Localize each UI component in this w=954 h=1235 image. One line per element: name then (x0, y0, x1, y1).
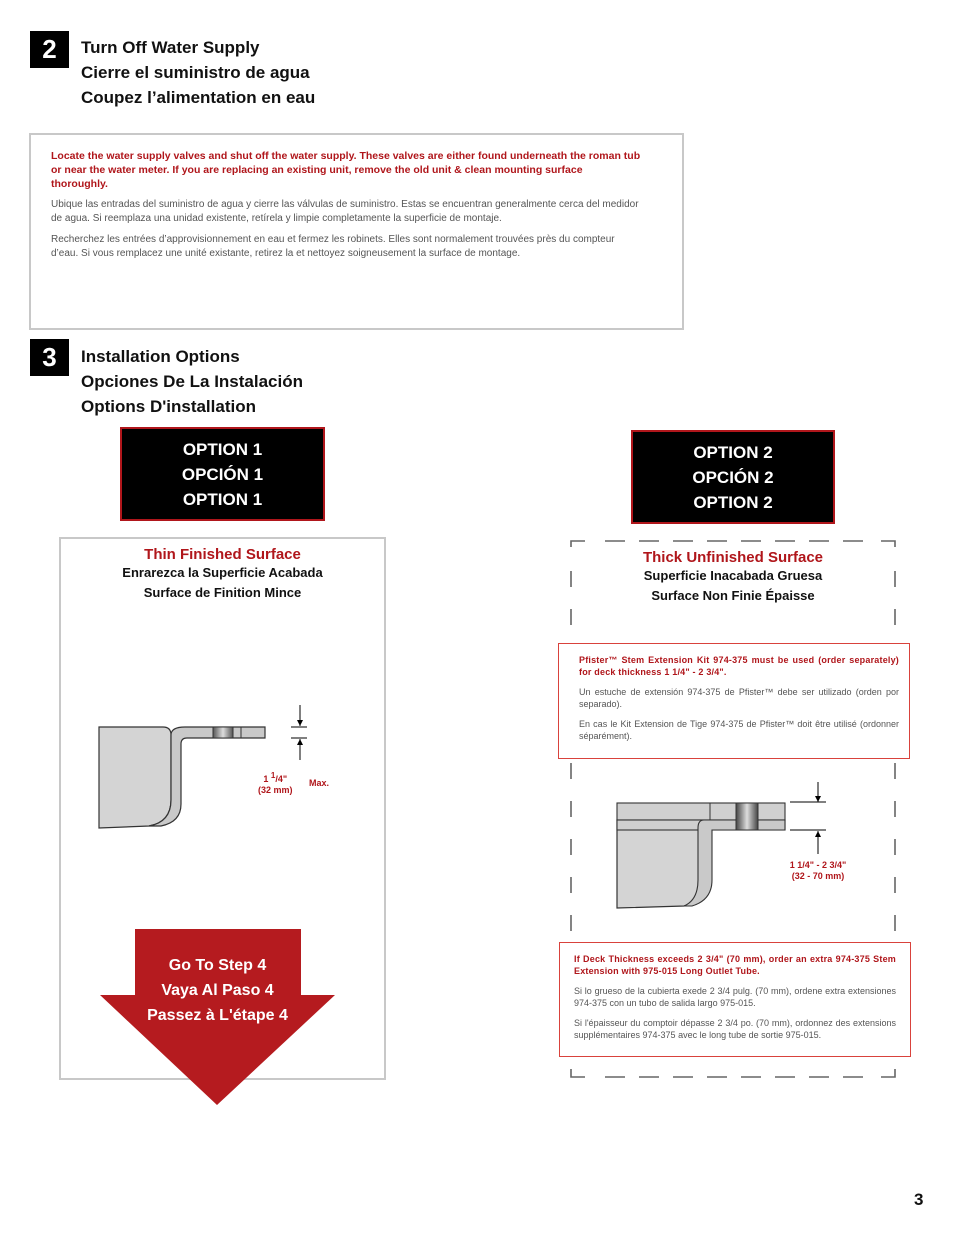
option-1-dimension-max: Max. (309, 778, 330, 788)
stem-extension-note-es: Un estuche de extensión 974-375 de Pfister™ debe ser utilizado (orden por separado). (579, 687, 899, 709)
option-2-dimension-mm: (32 - 70 mm) (791, 871, 845, 881)
option-1-surface-heading (59, 546, 386, 603)
step-3-title-es: Opciones De La Instalación (81, 372, 304, 391)
step-2-number: 2 (30, 31, 69, 68)
option-2-surface-fr: Surface Non Finie Épaisse (651, 588, 815, 603)
deck-thickness-note (559, 942, 911, 1057)
option-2-label-fr: OPTION 2 (693, 492, 773, 512)
dim-frac: 1 (270, 771, 276, 780)
option-2-label-en: OPTION 2 (693, 442, 773, 462)
option-2-surface-es: Superficie Inacabada Gruesa (643, 568, 823, 583)
step-3-heading (81, 344, 303, 419)
step-2-title-es: Cierre el suministro de agua (81, 63, 310, 82)
deck-thickness-note-fr: Si l'épaisseur du comptoir dépasse 2 3/4 po. (70 mm), ordonnez des extensions supplémentaires 974-375 avec le long tube de sortie 975-015. (574, 1018, 896, 1040)
step-3-number: 3 (30, 339, 69, 376)
step-2-text-en: Locate the water supply valves and shut off the water supply. These valves are either found underneath the roman tub or near the water meter. If you are replacing an existing unit, remove the old unit & clean mounting surface thoroughly. (51, 150, 641, 190)
option-1-surface-es: Enrarezca la Superficie Acabada (122, 565, 323, 580)
step-2-heading (81, 35, 315, 110)
deck-thickness-note-es: Si lo grueso de la cubierta exede 2 3/4 pulg. (70 mm), ordene extra extensiones 974-375 con un tubo de salida largo 975-015. (574, 986, 896, 1008)
stem-extension-note-en: Pfister™ Stem Extension Kit 974-375 must be used (order separately) for deck thickness 1 1/4" - 2 3/4". (579, 655, 899, 677)
option-2-label (631, 430, 835, 524)
step-2-text-es: Ubique las entradas del suministro de agua y cierre las válvulas de suministro. Estas se encuentran generalmente cerca del medidor de agua. Si reemplaza una unidad existente, retírela y limpie completamente la superficie de montaje. (51, 199, 639, 224)
option-2-dimension (778, 860, 858, 882)
option-1-dimension (258, 770, 293, 796)
option-1-label-fr: OPTION 1 (182, 489, 263, 509)
stem-extension-note (558, 643, 910, 759)
go-to-step-4-en: Go To Step 4 (168, 957, 267, 974)
go-to-step-4-fr: Passez à L'étape 4 (147, 1007, 288, 1024)
thick-surface-illustration (612, 780, 832, 915)
option-1-dimension-value (258, 770, 293, 785)
dim-whole: 1 (263, 774, 269, 784)
option-1-dimension-mm: (32 mm) (258, 785, 293, 795)
option-2-surface-heading (571, 549, 895, 606)
step-2-title-en: Turn Off Water Supply (81, 38, 260, 57)
option-2-label-es: OPCIÓN 2 (692, 467, 774, 487)
deck-thickness-note-en: If Deck Thickness exceeds 2 3/4" (70 mm), order an extra 974-375 Stem Extension with 975-015 Long Outlet Tube. (574, 954, 896, 976)
option-1-surface-fr: Surface de Finition Mince (143, 585, 302, 600)
option-2-dimension-value: 1 1/4" - 2 3/4" (789, 860, 847, 870)
step-3-title-en: Installation Options (81, 347, 240, 366)
dim-den: /4" (275, 774, 288, 784)
page-number: 3 (914, 1190, 924, 1209)
go-to-step-4-es: Vaya Al Paso 4 (161, 982, 274, 999)
go-to-step-4-text (118, 953, 317, 1028)
step-2-instructions-box (29, 133, 684, 330)
option-1-label (120, 427, 325, 521)
stem-extension-note-fr: En cas le Kit Extension de Tige 974-375 de Pfister™ doit être utilisé (ordonner séparément). (579, 719, 899, 741)
step-2-text-fr: Recherchez les entrées d’approvisionnement en eau et fermez les robinets. Elles sont normalement trouvées près du compteur d’eau. Si vous remplacez une unité existante, retirez la et nettoyez soigneusement la surface de montage. (51, 234, 615, 259)
option-1-surface-en: Thin Finished Surface (144, 546, 301, 563)
step-3-title-fr: Options D'installation (81, 397, 256, 416)
step-2-title-fr: Coupez l’alimentation en eau (81, 88, 316, 107)
option-1-label-es: OPCIÓN 1 (181, 464, 264, 484)
thin-surface-illustration (95, 700, 315, 835)
option-1-label-en: OPTION 1 (182, 439, 263, 459)
option-2-surface-en: Thick Unfinished Surface (642, 549, 824, 566)
